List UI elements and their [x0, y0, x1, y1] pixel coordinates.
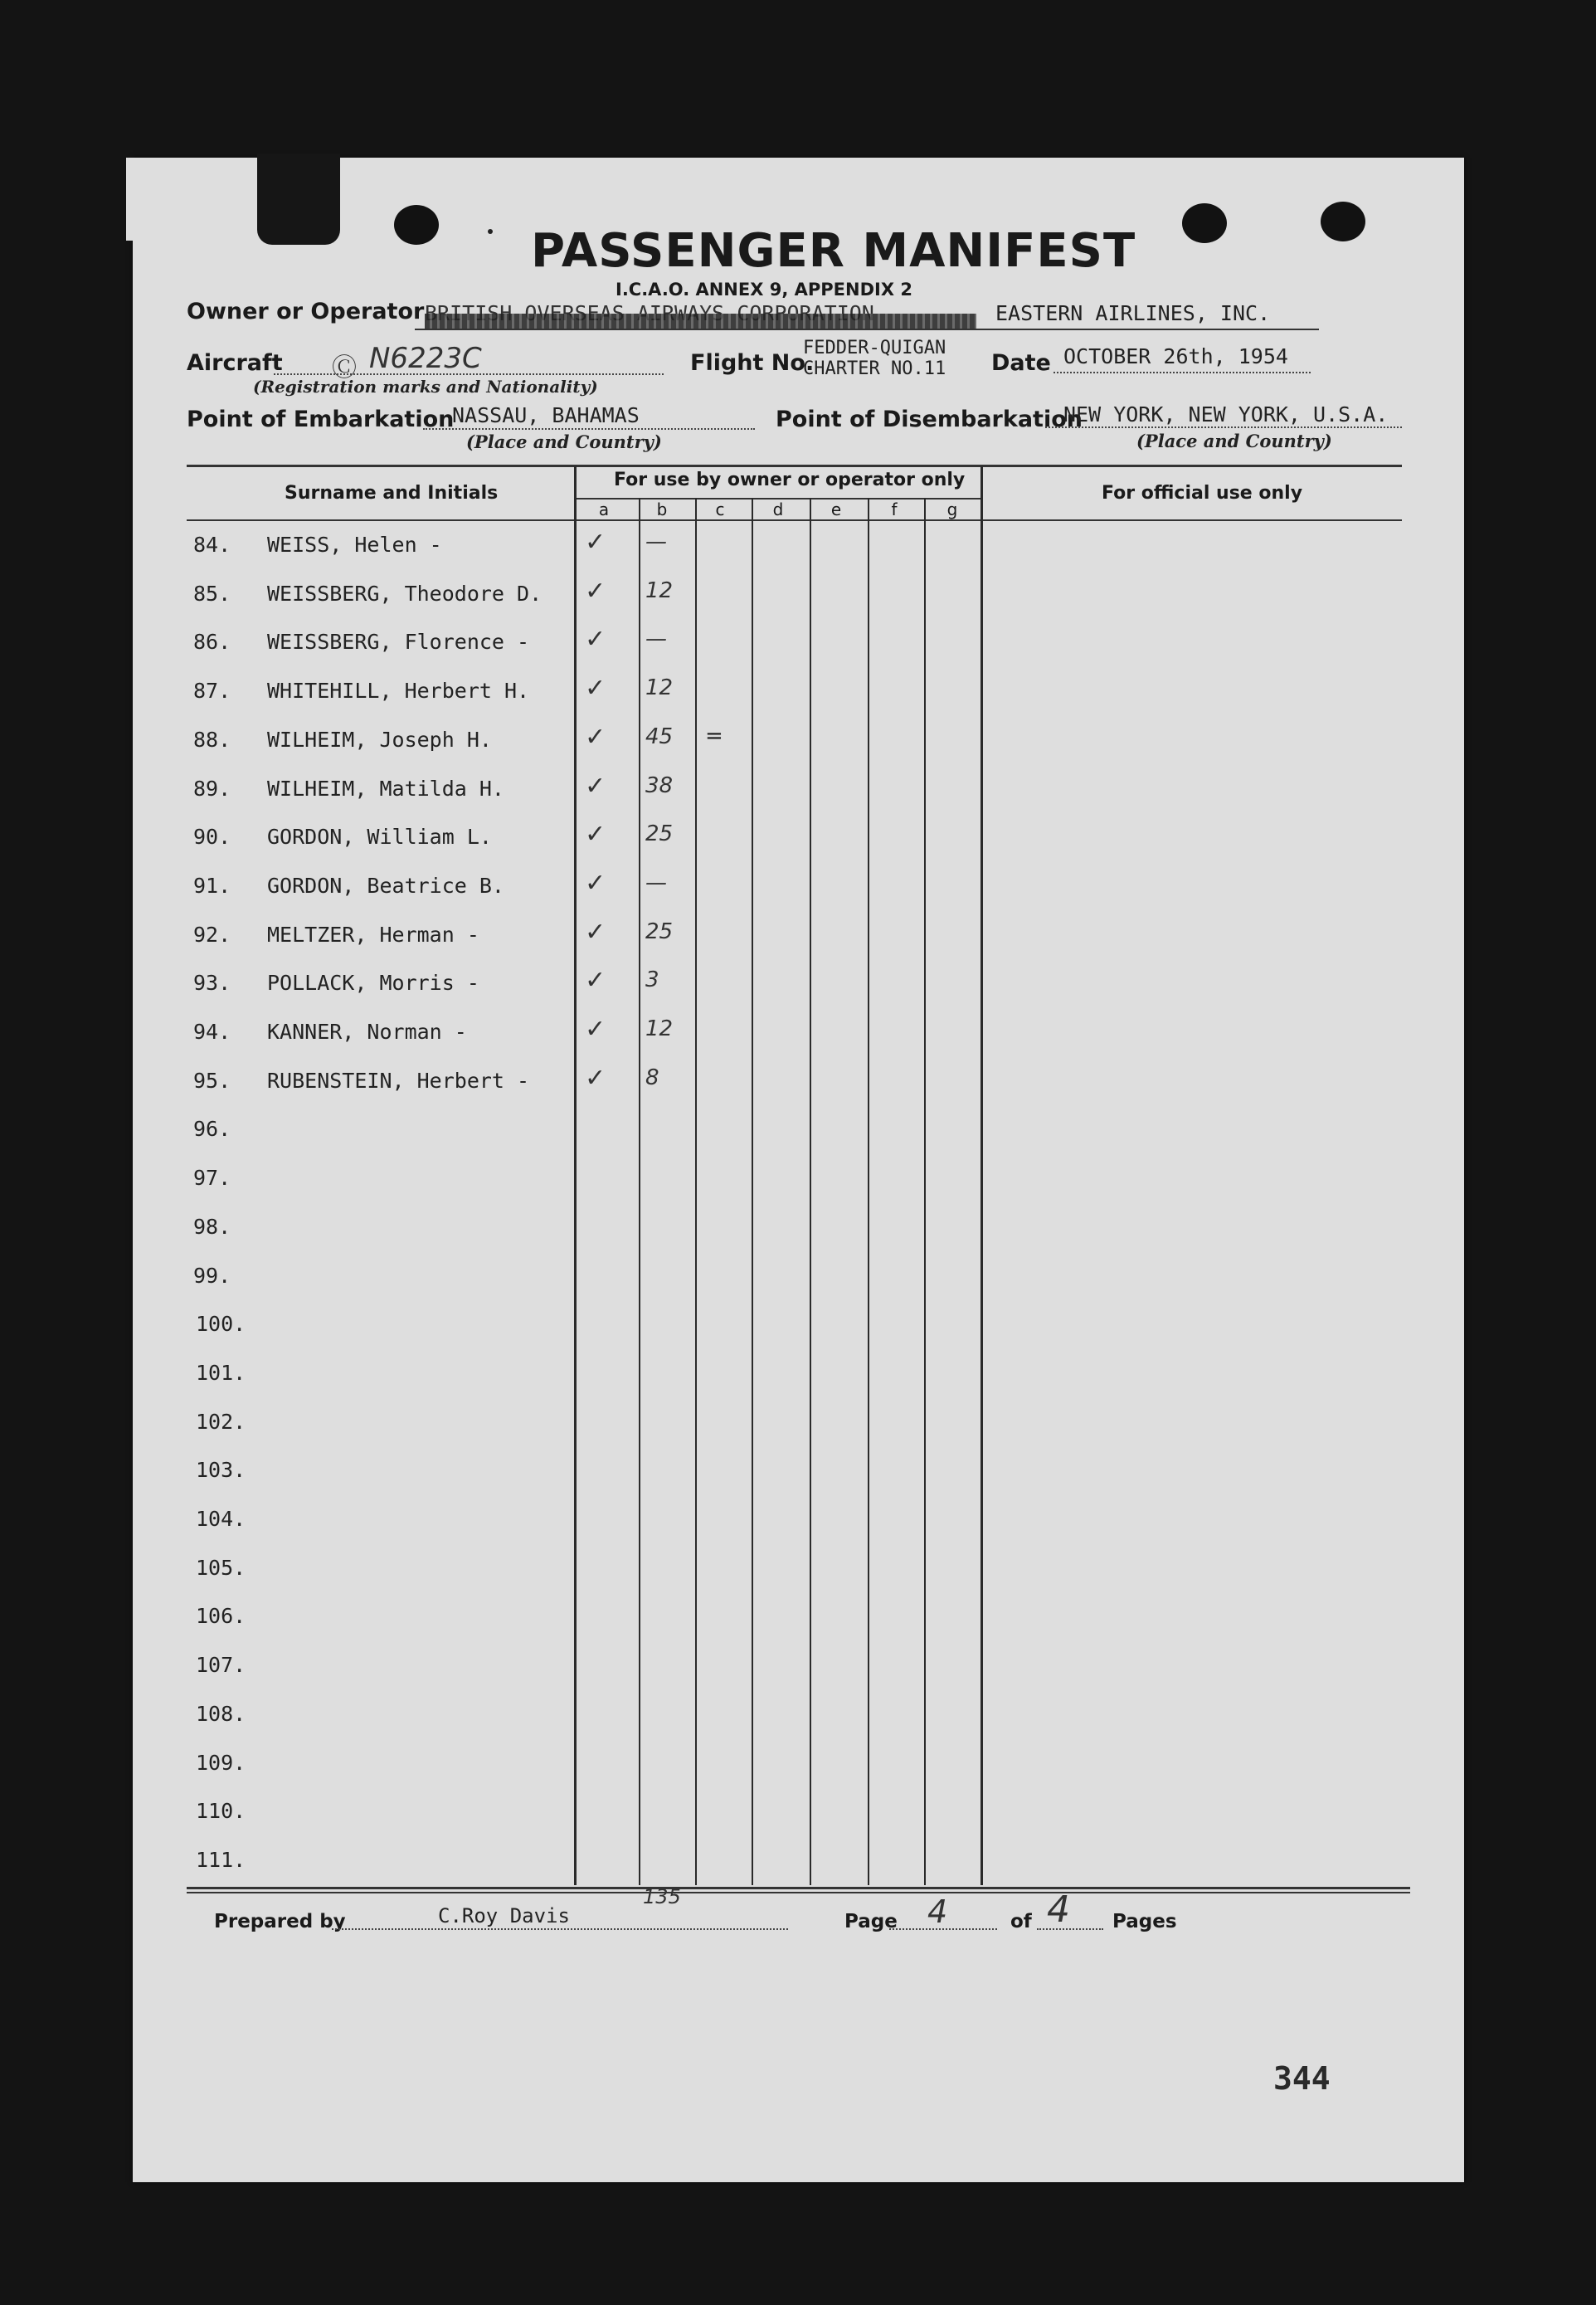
col-b-value: 38	[645, 773, 674, 798]
col-b-value: 8	[645, 1065, 659, 1090]
row-number: 90.	[193, 825, 231, 849]
row-number: 106.	[196, 1604, 246, 1628]
subcol-c: c	[715, 499, 725, 519]
passenger-name: WEISSBERG, Florence -	[267, 630, 530, 654]
passenger-name: WHITEHILL, Herbert H.	[267, 679, 530, 703]
row-number: 94.	[193, 1020, 231, 1044]
passenger-name: RUBENSTEIN, Herbert -	[267, 1069, 530, 1093]
col-b-value: —	[645, 870, 667, 895]
col-a-checkmark: ✓	[585, 918, 606, 947]
date-value: OCTOBER 26th, 1954	[1063, 344, 1288, 368]
col-a-checkmark: ✓	[585, 528, 606, 557]
owner-value: EASTERN AIRLINES, INC.	[995, 301, 1271, 325]
row-number: 108.	[196, 1702, 246, 1726]
col-b-value: 12	[645, 578, 674, 603]
strike-through-bar	[425, 314, 976, 329]
embarkation-underline	[423, 428, 755, 430]
aircraft-caption: (Registration marks and Nationality)	[253, 377, 598, 397]
col-divider-c	[752, 498, 753, 1885]
col-a-checkmark: ✓	[585, 966, 606, 995]
prepared-by-value: C.Roy Davis	[438, 1904, 570, 1927]
aircraft-label: Aircraft	[187, 350, 283, 376]
passenger-name: POLLACK, Morris -	[267, 971, 479, 995]
row-number: 93.	[193, 971, 231, 995]
col-divider-a	[639, 498, 640, 1885]
pages-label: Pages	[1112, 1911, 1177, 1932]
row-number: 96.	[193, 1117, 231, 1141]
binder-clip-mark	[257, 154, 340, 245]
registration-symbol: Ⓒ	[332, 353, 357, 383]
of-underline	[1037, 1928, 1103, 1930]
passenger-name: GORDON, William L.	[267, 825, 492, 849]
row-number: 101.	[196, 1361, 246, 1385]
passenger-name: WEISSBERG, Theodore D.	[267, 582, 543, 606]
col-b-value: 3	[645, 967, 659, 992]
col-a-checkmark: ✓	[585, 577, 606, 606]
row-number: 110.	[196, 1799, 246, 1823]
row-number: 84.	[193, 533, 231, 557]
manifest-sheet	[133, 158, 1464, 2182]
col-header-name: Surname and Initials	[285, 483, 499, 504]
col-b-value: 25	[645, 919, 674, 944]
subcol-g: g	[946, 499, 958, 519]
date-label: Date	[991, 350, 1051, 376]
page-title: PASSENGER MANIFEST	[531, 224, 1136, 278]
aircraft-value: N6223C	[369, 342, 482, 375]
row-number: 102.	[196, 1410, 246, 1434]
flight-label: Flight No.	[690, 350, 815, 376]
row-number: 91.	[193, 874, 231, 898]
date-underline	[1053, 372, 1311, 373]
row-number: 111.	[196, 1848, 246, 1872]
punch-hole-right-2	[1321, 202, 1365, 241]
b-column-total: 135	[643, 1885, 681, 1908]
col-a-checkmark: ✓	[585, 772, 606, 801]
row-number: 105.	[196, 1556, 246, 1580]
col-header-official: For official use only	[1102, 483, 1303, 504]
col-b-value: 12	[645, 675, 674, 700]
table-header-rule	[187, 519, 1402, 521]
subcol-f: f	[891, 499, 898, 519]
embarkation-caption: (Place and Country)	[466, 431, 662, 452]
col-a-checkmark: ✓	[585, 1064, 606, 1093]
disembarkation-label: Point of Disembarkation	[776, 407, 1083, 432]
aircraft-underline	[274, 373, 664, 375]
passenger-name: MELTZER, Herman -	[267, 923, 479, 947]
passenger-name: WILHEIM, Joseph H.	[267, 728, 492, 752]
flight-value-line2: CHARTER NO.11	[803, 358, 946, 379]
subcol-e: e	[830, 499, 842, 519]
table-top-rule	[187, 465, 1402, 467]
page-label: Page	[844, 1911, 898, 1932]
page-subtitle: I.C.A.O. ANNEX 9, APPENDIX 2	[616, 280, 912, 300]
subcol-a: a	[598, 499, 610, 519]
page-value: 4	[927, 1893, 948, 1930]
passenger-name: KANNER, Norman -	[267, 1020, 467, 1044]
row88-extra-mark: =	[705, 724, 723, 748]
row-number: 104.	[196, 1507, 246, 1531]
col-a-checkmark: ✓	[585, 625, 606, 654]
of-value: 4	[1047, 1888, 1070, 1931]
col-b-value: 12	[645, 1016, 674, 1041]
flight-value-line1: FEDDER-QUIGAN	[803, 338, 946, 358]
page-underline	[889, 1928, 997, 1930]
row-number: 95.	[193, 1069, 231, 1093]
col-b-value: —	[645, 626, 667, 651]
owner-label: Owner or Operator	[187, 299, 425, 324]
row-number: 109.	[196, 1751, 246, 1775]
col-a-checkmark: ✓	[585, 869, 606, 898]
row-number: 98.	[193, 1215, 231, 1239]
punch-hole-left	[394, 205, 439, 245]
row-number: 97.	[193, 1166, 231, 1190]
row-number: 85.	[193, 582, 231, 606]
row-number: 87.	[193, 679, 231, 703]
col-divider-name	[574, 466, 577, 1885]
col-a-checkmark: ✓	[585, 674, 606, 703]
passenger-name: WEISS, Helen -	[267, 533, 442, 557]
row-number: 103.	[196, 1458, 246, 1482]
ink-dot	[488, 229, 493, 234]
disembarkation-value: NEW YORK, NEW YORK, U.S.A.	[1063, 402, 1389, 426]
col-a-checkmark: ✓	[585, 1015, 606, 1044]
col-header-owner: For use by owner or operator only	[614, 470, 966, 490]
col-divider-g	[980, 466, 983, 1885]
of-label: of	[1010, 1911, 1032, 1932]
stamp-number: 344	[1273, 2060, 1331, 2097]
passenger-name: WILHEIM, Matilda H.	[267, 777, 504, 801]
embarkation-label: Point of Embarkation	[187, 407, 455, 432]
disembarkation-underline	[1045, 426, 1402, 428]
col-divider-b	[695, 498, 697, 1885]
subcol-b: b	[656, 499, 668, 519]
row-number: 89.	[193, 777, 231, 801]
row-number: 100.	[196, 1312, 246, 1336]
table-bottom-rule-2	[187, 1892, 1410, 1893]
row-number: 107.	[196, 1653, 246, 1677]
col-a-checkmark: ✓	[585, 820, 606, 849]
prepared-by-label: Prepared by	[214, 1911, 346, 1932]
passenger-name: GORDON, Beatrice B.	[267, 874, 504, 898]
embarkation-value: NASSAU, BAHAMAS	[452, 403, 640, 427]
col-divider-d	[810, 498, 811, 1885]
row-number: 86.	[193, 630, 231, 654]
owner-underline	[415, 329, 1319, 330]
row-number: 92.	[193, 923, 231, 947]
col-b-value: —	[645, 529, 667, 554]
row-number: 99.	[193, 1264, 231, 1288]
disembarkation-caption: (Place and Country)	[1136, 431, 1332, 451]
col-b-value: 25	[645, 821, 674, 846]
col-b-value: 45	[645, 724, 674, 749]
table-bottom-rule	[187, 1887, 1410, 1889]
subcol-d: d	[772, 499, 784, 519]
col-divider-f	[924, 498, 926, 1885]
col-a-checkmark: ✓	[585, 723, 606, 752]
col-divider-e	[868, 498, 869, 1885]
row-number: 88.	[193, 728, 231, 752]
punch-hole-right-1	[1182, 203, 1227, 243]
prepared-by-underline	[332, 1928, 788, 1930]
